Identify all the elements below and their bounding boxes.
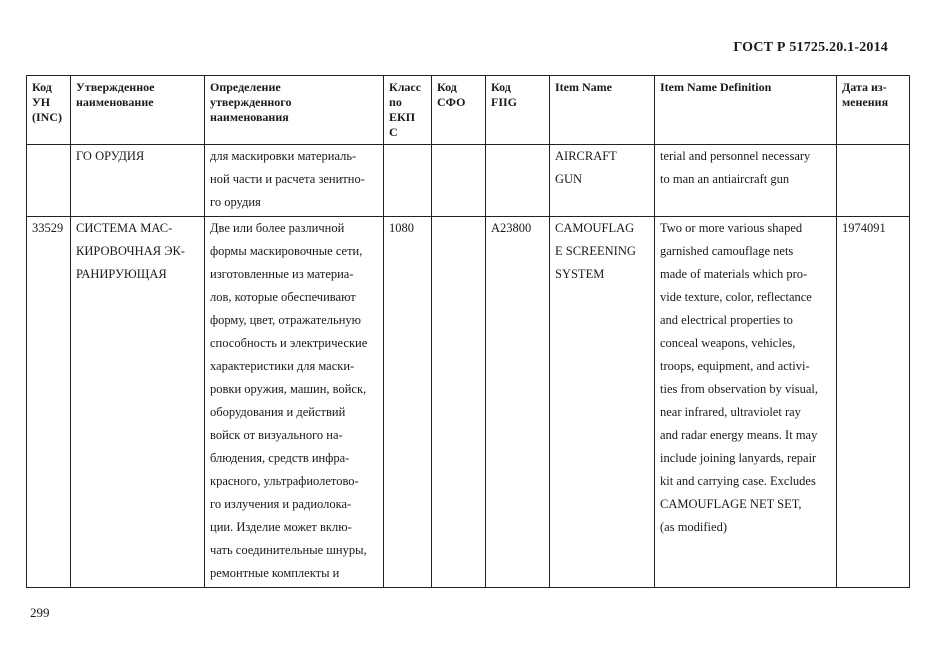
table-row (27, 217, 910, 588)
header-line: наименование (76, 95, 154, 109)
cell-text-line: made of materials which pro- (660, 267, 808, 281)
cell-approved-name (71, 217, 205, 588)
table-header-row (27, 76, 910, 145)
header-line: УН (32, 95, 51, 109)
cell-definition (205, 145, 384, 217)
header-line: СФО (437, 95, 466, 109)
cell-text-line: для маскировки материаль- (210, 149, 357, 163)
cell-text-line: include joining lanyards, repair (660, 451, 817, 465)
cell-text-line: 1080 (389, 221, 414, 235)
header-line: Код (32, 80, 52, 94)
header-line: С (389, 125, 398, 139)
cell-fiig (486, 217, 550, 588)
header-line: менения (842, 95, 889, 109)
cell-text-line: GUN (555, 172, 583, 186)
cell-text-line: 33529 (32, 221, 64, 235)
cell-text-line: ties from observation by visual, (660, 382, 818, 396)
cell-item-name (550, 217, 655, 588)
header-line: Код (491, 80, 511, 94)
header-line: Определение (210, 80, 281, 94)
cell-text-line: изготовленные из материа- (210, 267, 354, 281)
header-approved-name (71, 76, 205, 145)
header-line: Код (437, 80, 457, 94)
cell-text-line: способность и электрические (210, 336, 368, 350)
cell-code (27, 217, 71, 588)
cell-text-line: ции. Изделие может вклю- (210, 520, 352, 534)
page-number: 299 (30, 605, 50, 620)
cell-text-line: E SCREENING (555, 244, 636, 258)
cell-text-line: Two or more various shaped (660, 221, 803, 235)
header-ekps-class (384, 76, 432, 145)
cell-text-line: войск от визуального на- (210, 428, 343, 442)
cell-date (837, 145, 910, 217)
cell-text-line: AIRCRAFT (555, 149, 617, 163)
header-line: (INC) (32, 110, 62, 124)
cell-fiig (486, 145, 550, 217)
cell-class (384, 145, 432, 217)
table-row (27, 145, 910, 217)
cell-text-line: лов, которые обеспечивают (210, 290, 356, 304)
cell-sfo (432, 217, 486, 588)
header-line: Класс (389, 80, 422, 94)
cell-text-line: красного, ультрафиолетово- (210, 474, 359, 488)
cell-text-line: го излучения и радиолока- (210, 497, 352, 511)
cell-text-line: ГО ОРУДИЯ (76, 149, 145, 163)
header-line: FIIG (491, 95, 518, 109)
cell-text-line: A23800 (491, 221, 532, 235)
cell-text-line: формы маскировочные сети, (210, 244, 363, 258)
cell-text-line: and electrical properties to (660, 313, 793, 327)
cell-text-line: характеристики для маски- (210, 359, 355, 373)
header-definition (205, 76, 384, 145)
cell-text-line: ремонтные комплекты и (210, 566, 340, 580)
header-change-date (837, 76, 910, 145)
header-inc-code (27, 76, 71, 145)
cell-text-line: блюдения, средств инфра- (210, 451, 350, 465)
header-line: Item Name (555, 80, 612, 94)
cell-text-line: to man an antiaircraft gun (660, 172, 790, 186)
cell-text-line: оборудования и действий (210, 405, 346, 419)
cell-class (384, 217, 432, 588)
cell-text-line: 1974091 (842, 221, 886, 235)
header-line: Item Name Definition (660, 80, 772, 94)
header-line: наименования (210, 110, 289, 124)
cell-definition (205, 217, 384, 588)
cell-text-line: near infrared, ultraviolet ray (660, 405, 801, 419)
cell-text-line: ной части и расчета зенитно- (210, 172, 365, 186)
cell-item-name (550, 145, 655, 217)
cell-text-line: CAMOUFLAGE NET SET, (660, 497, 802, 511)
cell-text-line: РАНИРУЮЩАЯ (76, 267, 167, 281)
cell-text-line: го орудия (210, 195, 261, 209)
cell-text-line: kit and carrying case. Excludes (660, 474, 816, 488)
cell-text-line: and radar energy means. It may (660, 428, 818, 442)
cell-text-line: troops, equipment, and activi- (660, 359, 810, 373)
cell-text-line: (as modified) (660, 520, 727, 534)
cell-item-definition (655, 217, 837, 588)
cell-item-definition (655, 145, 837, 217)
cell-text-line: vide texture, color, reflectance (660, 290, 812, 304)
cell-date (837, 217, 910, 588)
cell-sfo (432, 145, 486, 217)
cell-text-line: terial and personnel necessary (660, 149, 811, 163)
header-line: Утвержденное (76, 80, 155, 94)
cell-text-line: garnished camouflage nets (660, 244, 794, 258)
cell-approved-name (71, 145, 205, 217)
cell-text-line: conceal weapons, vehicles, (660, 336, 796, 350)
cell-text-line: КИРОВОЧНАЯ ЭК- (76, 244, 185, 258)
cell-text-line: SYSTEM (555, 267, 605, 281)
header-sfo-code (432, 76, 486, 145)
cell-text-line: чать соединительные шнуры, (210, 543, 367, 557)
header-line: утвержденного (210, 95, 292, 109)
header-line: Дата из- (842, 80, 887, 94)
header-line: ЕКП (389, 110, 416, 124)
cell-text-line: СИСТЕМА МАС- (76, 221, 173, 235)
cell-text-line: ровки оружия, машин, войск, (210, 382, 367, 396)
header-item-name (550, 76, 655, 145)
cell-text-line: форму, цвет, отражательную (210, 313, 361, 327)
header-fiig-code (486, 76, 550, 145)
document-code: ГОСТ Р 51725.20.1-2014 (733, 40, 888, 55)
header-item-definition (655, 76, 837, 145)
specification-table (26, 75, 910, 588)
cell-text-line: Две или более различной (210, 221, 345, 235)
cell-text-line: CAMOUFLAG (555, 221, 635, 235)
header-line: по (389, 95, 402, 109)
cell-code (27, 145, 71, 217)
